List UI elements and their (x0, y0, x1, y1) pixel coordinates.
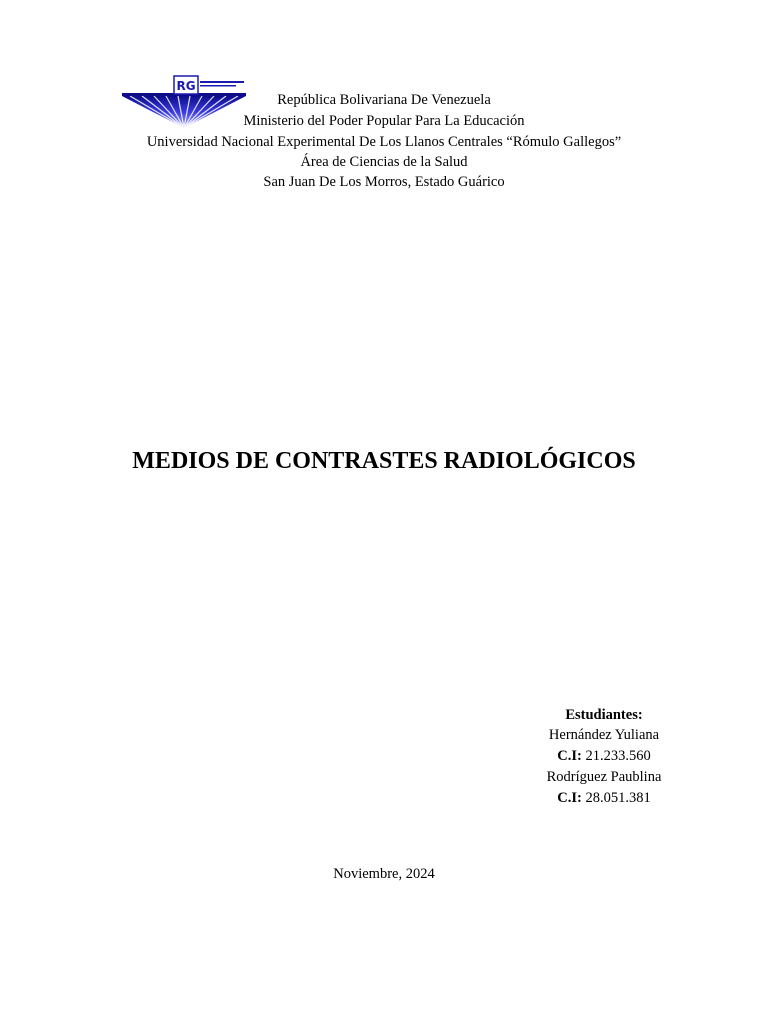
header-university: Universidad Nacional Experimental De Los Llanos Centrales “Rómulo Gallegos” (146, 134, 622, 150)
ci-value: 21.233.560 (585, 748, 651, 764)
header-ministry: Ministerio del Poder Popular Para La Educación (243, 113, 525, 129)
document-date: Noviembre, 2024 (333, 866, 435, 882)
svg-text:RG: RG (176, 79, 196, 93)
student-name: Hernández Yuliana (548, 727, 660, 743)
header-republic: República Bolivariana De Venezuela (277, 92, 491, 108)
student-name: Rodríguez Paublina (546, 769, 662, 785)
students-heading: Estudiantes: (565, 707, 643, 723)
ci-value: 28.051.381 (585, 790, 651, 806)
header-location: San Juan De Los Morros, Estado Guárico (263, 174, 505, 190)
student-ci (520, 746, 688, 766)
ci-label: C.I: (557, 790, 582, 806)
ci-label: C.I: (557, 748, 582, 764)
document-title: MEDIOS DE CONTRASTES RADIOLÓGICOS (132, 448, 636, 474)
student-ci (520, 788, 688, 808)
header-area: Área de Ciencias de la Salud (300, 154, 468, 170)
